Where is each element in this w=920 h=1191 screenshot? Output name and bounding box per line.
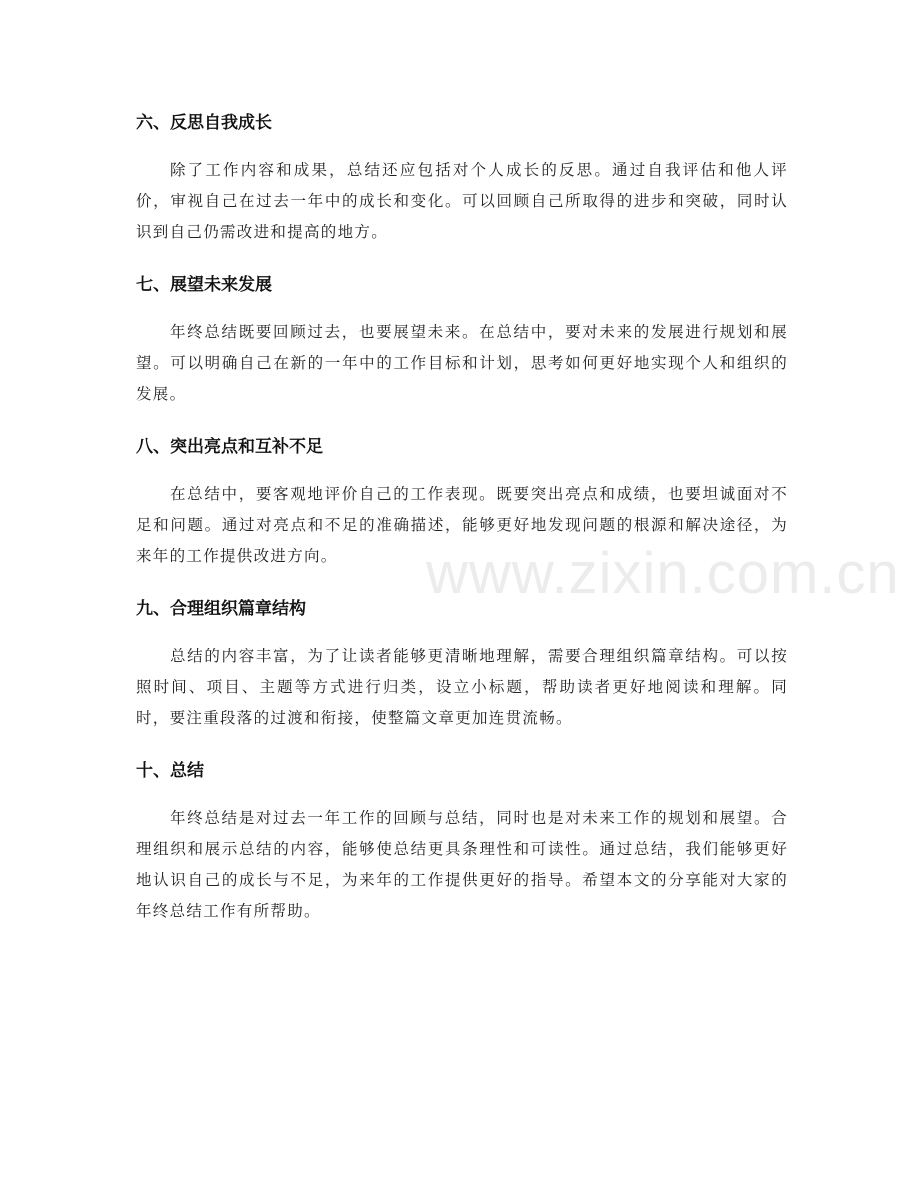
section-title: 六、反思自我成长 <box>136 113 272 133</box>
section-title: 八、突出亮点和互补不足 <box>136 437 323 457</box>
section-6 <box>136 108 788 248</box>
section-9 <box>136 594 788 734</box>
section-10 <box>136 756 788 927</box>
section-paragraph: 年终总结是对过去一年工作的回顾与总结，同时也是对未来工作的规划和展望。合理组织和展示总结的内容，能够使总结更具条理性和可读性。通过总结，我们能够更好地认识自己的成长与不足，为来年的工作提供更好的指导。希望本文的分享能对大家的年终总结工作有所帮助。 <box>136 809 788 920</box>
section-paragraph: 年终总结既要回顾过去，也要展望未来。在总结中，要对未来的发展进行规划和展望。可以明确自己在新的一年中的工作目标和计划，思考如何更好地实现个人和组织的发展。 <box>136 323 788 403</box>
section-8 <box>136 432 788 572</box>
section-title: 九、合理组织篇章结构 <box>136 599 306 619</box>
document-content <box>136 108 788 949</box>
section-title: 七、展望未来发展 <box>136 275 272 295</box>
section-paragraph: 在总结中，要客观地评价自己的工作表现。既要突出亮点和成绩，也要坦诚面对不足和问题。通过对亮点和不足的准确描述，能够更好地发现问题的根源和解决途径，为来年的工作提供改进方向。 <box>136 485 788 565</box>
section-7 <box>136 270 788 410</box>
section-title: 十、总结 <box>136 761 204 781</box>
section-paragraph: 除了工作内容和成果，总结还应包括对个人成长的反思。通过自我评估和他人评价，审视自己在过去一年中的成长和变化。可以回顾自己所取得的进步和突破，同时认识到自己仍需改进和提高的地方。 <box>136 161 788 241</box>
watermark: www.zixin.com.cn <box>426 541 900 606</box>
section-paragraph: 总结的内容丰富，为了让读者能够更清晰地理解，需要合理组织篇章结构。可以按照时间、项目、主题等方式进行归类，设立小标题，帮助读者更好地阅读和理解。同时，要注重段落的过渡和衔接，使整篇文章更加连贯流畅。 <box>136 647 788 727</box>
